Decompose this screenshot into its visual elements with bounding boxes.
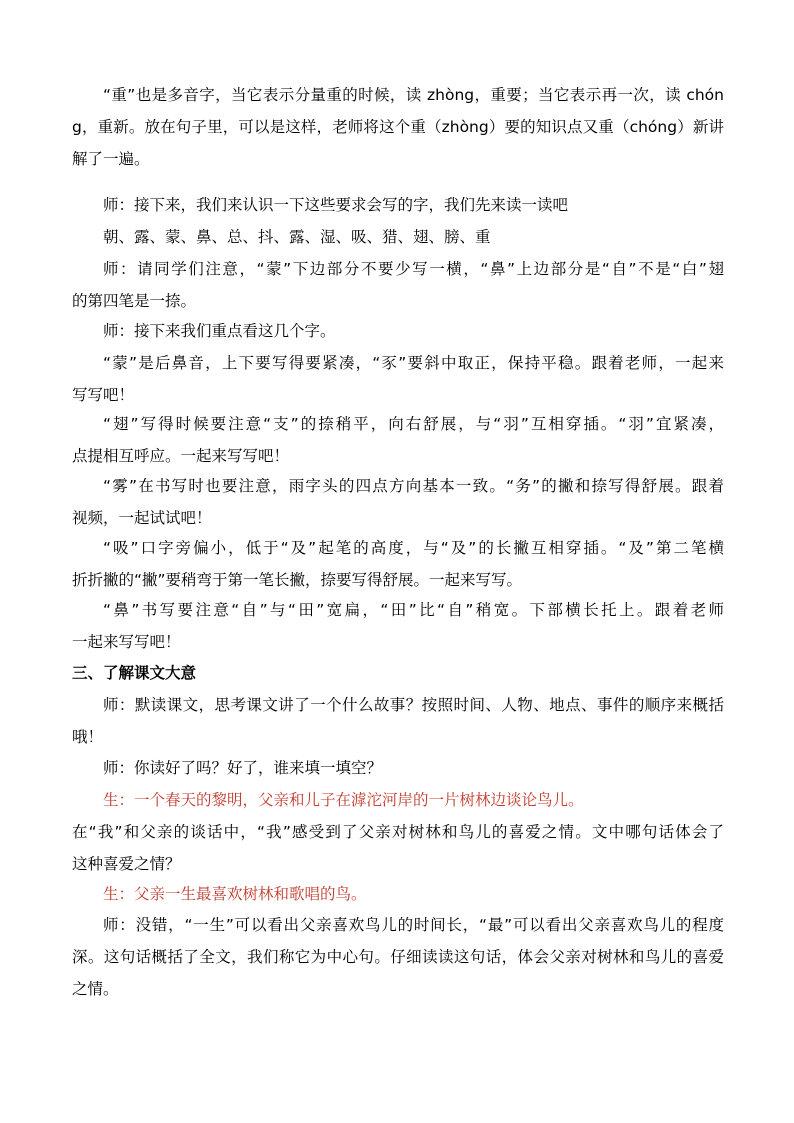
paragraph-question — [72, 816, 724, 880]
paragraph-xi — [72, 532, 724, 596]
text-line: 生：父亲一生最喜欢树林和歌唱的鸟。 — [103, 885, 367, 903]
text-line: “吸”口字旁偏小，低于“及”起笔的高度，与“及”的长撇互相穿插。“及”第二笔横 — [103, 539, 724, 557]
paragraph-teacher-focus — [72, 315, 724, 347]
text-line: 的第四笔是一捺。 — [72, 292, 197, 310]
paragraph-chi — [72, 408, 724, 472]
text-line: “重”也是多音字，当它表示分量重的时候，读 zhòng，重要；当它表示再一次，读 chón — [103, 86, 724, 104]
text-line: 深。这句话概括了全文，我们称它为中心句。仔细读读这句话，体会父亲对树林和鸟儿的喜爱 — [72, 948, 724, 966]
text-line: 师：接下来我们重点看这几个字。 — [103, 322, 336, 340]
paragraph-wu — [72, 470, 724, 534]
paragraph-character-list — [72, 221, 724, 253]
paragraph-meng — [72, 347, 724, 411]
paragraph-student-answer-1 — [72, 784, 724, 816]
paragraph-bi — [72, 594, 724, 658]
text-line: 生：一个春天的黎明，父亲和儿子在滹沱河岸的一片树林边谈论鸟儿。 — [103, 791, 584, 809]
heading-text: 三、了解课文大意 — [72, 664, 197, 682]
text-line: 点提相互呼应。一起来写写吧！ — [72, 447, 290, 465]
text-line: 朝、露、蒙、鼻、总、抖、露、湿、吸、猎、翅、膀、重 — [103, 228, 491, 246]
text-line: 视频，一起试试吧！ — [72, 509, 212, 527]
paragraph-teacher-intro-chars — [72, 189, 724, 221]
text-line: 之情。 — [72, 980, 119, 998]
text-line: 师：你读好了吗？好了，谁来填一填空？ — [103, 759, 383, 777]
text-line: 师：没错，“一生”可以看出父亲喜欢鸟儿的时间长，“最”可以看出父亲喜欢鸟儿的程度 — [103, 916, 724, 934]
text-line: “鼻”书写要注意“自”与“田”宽扁，“田”比“自”稍宽。下部横长托上。跟着老师 — [103, 601, 724, 619]
paragraph-teacher-fill-blank — [72, 752, 724, 784]
text-line: 写写吧！ — [72, 386, 135, 404]
text-line: 折折撇的“撇”要稍弯于第一笔长撇，捺要写得舒展。一起来写写。 — [72, 571, 523, 589]
text-line: 师：请同学们注意，“蒙”下边部分不要少写一横，“鼻”上边部分是“自”不是“白”翅 — [103, 260, 724, 278]
paragraph-teacher-attention — [72, 253, 724, 317]
text-line: 这种喜爱之情？ — [72, 855, 181, 873]
text-line: 师：默读课文，思考课文讲了一个什么故事？按照时间、人物、地点、事件的顺序来概括 — [103, 696, 724, 714]
section-heading — [72, 657, 724, 689]
paragraph-student-answer-2 — [72, 878, 724, 910]
paragraph-teacher-central-sentence — [72, 909, 724, 1005]
text-line: 在“我”和父亲的谈话中，“我”感受到了父亲对树林和鸟儿的喜爱之情。文中哪句话体会了 — [72, 823, 724, 841]
text-line: “翅”写得时候要注意“支”的捺稍平，向右舒展，与“羽”互相穿插。“羽”宜紧凑， — [103, 415, 724, 433]
text-line: 解了一遍。 — [72, 150, 150, 168]
text-line: “雾”在书写时也要注意，雨字头的四点方向基本一致。“务”的撇和捺写得舒展。跟着 — [103, 477, 724, 495]
paragraph-zhong-pronunciation — [72, 79, 724, 175]
text-line: g，重新。放在句子里，可以是这样，老师将这个重（zhòng）要的知识点又重（chóng）新讲 — [72, 118, 724, 136]
text-line: 一起来写写吧！ — [72, 633, 181, 651]
text-line: “蒙”是后鼻音，上下要写得要紧凑，“豕”要斜中取正，保持平稳。跟着老师，一起来 — [103, 354, 724, 372]
paragraph-teacher-silent-reading — [72, 689, 724, 753]
text-line: 哦！ — [72, 728, 104, 746]
text-line: 师：接下来，我们来认识一下这些要求会写的字，我们先来读一读吧 — [103, 196, 569, 214]
